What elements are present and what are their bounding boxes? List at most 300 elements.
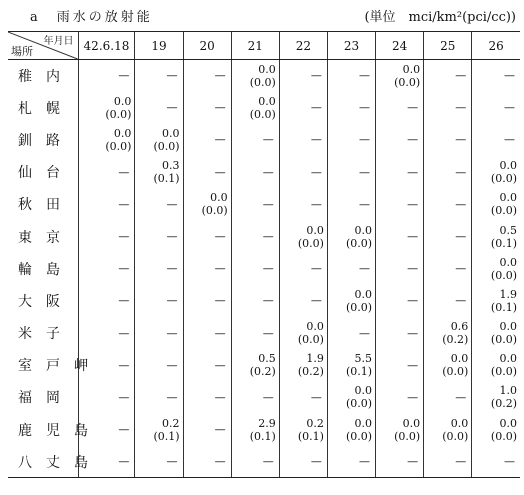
date-header: 20 (183, 32, 231, 60)
mci-value: 1.9 (499, 287, 517, 301)
no-data-dash: — (262, 165, 274, 179)
header (0, 0, 524, 30)
value-cell (183, 349, 231, 381)
pci-value: (0.0) (249, 107, 276, 121)
mci-value: 0.0 (450, 416, 469, 430)
mci-value: 0.0 (258, 62, 276, 76)
value-cell (472, 317, 520, 349)
value-cell (135, 349, 183, 381)
table-row (8, 381, 520, 413)
table-row (8, 414, 520, 446)
no-data-dash: — (214, 455, 226, 469)
no-data-dash: — (455, 455, 467, 469)
value-cell (135, 60, 183, 92)
radioactivity-table (8, 31, 520, 478)
value-cell (327, 156, 375, 188)
value-cell (472, 124, 520, 156)
no-data-dash: — (118, 326, 130, 340)
value-cell (327, 60, 375, 92)
value-cell (279, 285, 327, 317)
mci-value: 0.3 (162, 159, 180, 173)
no-data-dash: — (310, 262, 322, 276)
pci-value: (0.0) (105, 107, 132, 121)
pci-value: (0.0) (442, 365, 469, 379)
site-name: 八丈島 (8, 446, 78, 478)
no-data-dash: — (310, 294, 322, 308)
no-data-dash: — (214, 230, 226, 244)
pci-value: (0.0) (490, 204, 517, 218)
site-name: 室戸岬 (18, 358, 102, 375)
mci-value: 0.0 (499, 159, 517, 173)
no-data-dash: — (310, 197, 322, 211)
no-data-dash: — (455, 390, 467, 404)
no-data-dash: — (166, 230, 178, 244)
value-cell (231, 446, 279, 478)
no-data-dash: — (310, 133, 322, 147)
no-data-dash: — (118, 294, 130, 308)
value-cell (135, 381, 183, 413)
corner-date-label: 年月日 (43, 36, 74, 47)
table-row (8, 253, 520, 285)
no-data-dash: — (214, 423, 226, 437)
no-data-dash: — (262, 133, 274, 147)
no-data-dash: — (455, 69, 467, 83)
date-header: 42.6.18 (78, 32, 135, 60)
mci-value: 2.9 (258, 416, 276, 430)
mci-value: 0.0 (402, 416, 421, 430)
pci-value: (0.0) (297, 236, 324, 250)
pci-value: (0.1) (490, 300, 517, 314)
value-cell (231, 285, 279, 317)
value-cell (424, 124, 472, 156)
value-cell (472, 60, 520, 92)
no-data-dash: — (118, 230, 130, 244)
no-data-dash: — (262, 262, 274, 276)
value-cell (78, 381, 135, 413)
no-data-dash: — (214, 69, 226, 83)
pci-value: (0.1) (153, 429, 180, 443)
no-data-dash: — (214, 101, 226, 115)
date-header: 22 (279, 32, 327, 60)
no-data-dash: — (359, 262, 371, 276)
no-data-dash: — (262, 230, 274, 244)
value-cell (472, 156, 520, 188)
no-data-dash: — (214, 133, 226, 147)
value-cell (135, 317, 183, 349)
value-cell (135, 285, 183, 317)
no-data-dash: — (407, 230, 419, 244)
no-data-dash: — (214, 262, 226, 276)
value-cell (231, 60, 279, 92)
value-cell (472, 220, 520, 252)
value-cell (183, 156, 231, 188)
value-cell (279, 446, 327, 478)
mci-value: 1.9 (306, 352, 324, 366)
value-cell (135, 414, 183, 446)
no-data-dash: — (504, 101, 515, 115)
value-cell (135, 220, 183, 252)
value-cell (183, 381, 231, 413)
table-row (8, 124, 520, 156)
value-cell (327, 188, 375, 220)
value-cell (472, 446, 520, 478)
pci-value: (0.0) (345, 236, 373, 250)
no-data-dash: — (262, 455, 274, 469)
no-data-dash: — (166, 197, 178, 211)
date-header: 26 (472, 32, 520, 60)
date-header: 21 (231, 32, 279, 60)
value-cell (424, 188, 472, 220)
pci-value: (0.0) (345, 429, 373, 443)
no-data-dash: — (214, 358, 226, 372)
no-data-dash: — (455, 101, 467, 115)
value-cell (424, 253, 472, 285)
date-header: 25 (424, 32, 472, 60)
pci-value: (0.0) (345, 300, 373, 314)
value-cell (78, 317, 135, 349)
pci-value: (0.0) (490, 268, 517, 282)
table-row (8, 446, 520, 478)
date-header: 19 (135, 32, 183, 60)
mci-value: 0.0 (162, 126, 180, 140)
table-row (8, 60, 520, 92)
value-cell (78, 188, 135, 220)
value-cell (327, 124, 375, 156)
pci-value: (0.1) (153, 172, 180, 186)
value-cell (279, 156, 327, 188)
no-data-dash: — (407, 101, 419, 115)
value-cell (472, 381, 520, 413)
pci-value: (0.2) (297, 365, 324, 379)
mci-value: 0.0 (354, 384, 373, 398)
value-cell (183, 92, 231, 124)
value-cell (327, 92, 375, 124)
pci-value: (0.0) (297, 333, 324, 347)
no-data-dash: — (407, 326, 419, 340)
no-data-dash: — (407, 133, 419, 147)
mci-value: 0.0 (354, 287, 373, 301)
value-cell (78, 253, 135, 285)
value-cell (376, 381, 424, 413)
header-row (8, 32, 520, 60)
table-row (8, 317, 520, 349)
no-data-dash: — (407, 390, 419, 404)
no-data-dash: — (310, 69, 322, 83)
value-cell (424, 285, 472, 317)
mci-value: 0.2 (306, 416, 324, 430)
no-data-dash: — (118, 262, 130, 276)
value-cell (135, 446, 183, 478)
pci-value: (0.0) (490, 429, 517, 443)
no-data-dash: — (166, 358, 178, 372)
value-cell (78, 285, 135, 317)
value-cell (183, 317, 231, 349)
value-cell (472, 253, 520, 285)
no-data-dash: — (118, 358, 130, 372)
value-cell (327, 220, 375, 252)
no-data-dash: — (359, 197, 371, 211)
value-cell (183, 414, 231, 446)
site-name: 大阪 (18, 293, 74, 310)
value-cell (376, 285, 424, 317)
no-data-dash: — (359, 133, 371, 147)
value-cell (424, 220, 472, 252)
no-data-dash: — (359, 455, 371, 469)
mci-value: 0.0 (499, 416, 517, 430)
value-cell (279, 92, 327, 124)
no-data-dash: — (214, 390, 226, 404)
value-cell (327, 349, 375, 381)
value-cell (376, 414, 424, 446)
no-data-dash: — (118, 69, 130, 83)
no-data-dash: — (359, 165, 371, 179)
site-name: 輪島 (18, 261, 74, 278)
value-cell (424, 381, 472, 413)
value-cell (376, 317, 424, 349)
site-name: 秋田 (18, 197, 74, 214)
no-data-dash: — (504, 69, 515, 83)
table-row (8, 92, 520, 124)
site-name: 稚内 (18, 68, 74, 85)
no-data-dash: — (407, 294, 419, 308)
value-cell (376, 446, 424, 478)
pci-value: (0.0) (249, 75, 276, 89)
mci-value: 0.0 (258, 94, 276, 108)
value-cell (327, 253, 375, 285)
mci-value: 5.5 (354, 352, 373, 366)
value-cell (424, 156, 472, 188)
value-cell (135, 253, 183, 285)
no-data-dash: — (407, 197, 419, 211)
value-cell (376, 253, 424, 285)
no-data-dash: — (455, 197, 467, 211)
no-data-dash: — (262, 294, 274, 308)
value-cell (376, 60, 424, 92)
value-cell (279, 253, 327, 285)
value-cell (327, 381, 375, 413)
value-cell (327, 414, 375, 446)
value-cell (376, 188, 424, 220)
no-data-dash: — (455, 294, 467, 308)
mci-value: 0.0 (210, 191, 228, 205)
site-name: 東京 (18, 229, 74, 246)
value-cell (231, 381, 279, 413)
mci-value: 0.0 (499, 191, 517, 205)
mci-value: 0.5 (499, 223, 517, 237)
value-cell (376, 349, 424, 381)
no-data-dash: — (359, 69, 371, 83)
no-data-dash: — (118, 165, 130, 179)
mci-value: 0.2 (162, 416, 180, 430)
no-data-dash: — (262, 326, 274, 340)
pci-value: (0.2) (442, 333, 469, 347)
no-data-dash: — (359, 326, 371, 340)
value-cell (78, 92, 135, 124)
mci-value: 0.6 (450, 320, 469, 334)
value-cell (231, 349, 279, 381)
value-cell (472, 285, 520, 317)
no-data-dash: — (407, 165, 419, 179)
no-data-dash: — (504, 133, 515, 147)
pci-value: (0.1) (249, 429, 276, 443)
value-cell (376, 124, 424, 156)
no-data-dash: — (118, 455, 130, 469)
value-cell (279, 381, 327, 413)
pci-value: (0.0) (490, 333, 517, 347)
value-cell (472, 188, 520, 220)
value-cell (424, 446, 472, 478)
value-cell (78, 124, 135, 156)
site-name: 釧路 (18, 132, 74, 149)
pci-value: (0.0) (490, 172, 517, 186)
table-row (8, 156, 520, 188)
value-cell (279, 220, 327, 252)
no-data-dash: — (166, 262, 178, 276)
mci-value: 0.0 (450, 352, 469, 366)
site-name: 福岡 (18, 390, 74, 407)
corner-place-label: 場所 (11, 45, 33, 58)
value-cell (279, 317, 327, 349)
value-cell (183, 446, 231, 478)
value-cell (183, 220, 231, 252)
no-data-dash: — (407, 358, 419, 372)
value-cell (135, 92, 183, 124)
no-data-dash: — (166, 326, 178, 340)
value-cell (78, 156, 135, 188)
pci-value: (0.0) (153, 139, 180, 153)
value-cell (231, 188, 279, 220)
value-cell (376, 92, 424, 124)
no-data-dash: — (166, 101, 178, 115)
pci-value: (0.0) (442, 429, 469, 443)
no-data-dash: — (359, 101, 371, 115)
value-cell (183, 285, 231, 317)
table-row (8, 349, 520, 381)
pci-value: (0.0) (394, 75, 421, 89)
pci-value: (0.0) (105, 139, 132, 153)
no-data-dash: — (310, 101, 322, 115)
mci-value: 0.5 (258, 352, 276, 366)
table-row (8, 188, 520, 220)
no-data-dash: — (504, 455, 515, 469)
mci-value: 0.0 (499, 255, 517, 269)
site-name: 札幌 (18, 100, 74, 117)
value-cell (279, 188, 327, 220)
value-cell (231, 220, 279, 252)
value-cell (424, 349, 472, 381)
site-name: 仙台 (18, 165, 74, 182)
no-data-dash: — (455, 262, 467, 276)
mci-value: 0.0 (499, 352, 517, 366)
no-data-dash: — (310, 165, 322, 179)
no-data-dash: — (214, 294, 226, 308)
mci-value: 0.0 (113, 126, 132, 140)
pci-value: (0.2) (249, 365, 276, 379)
value-cell (279, 124, 327, 156)
value-cell (424, 60, 472, 92)
mci-value: 0.0 (354, 223, 373, 237)
mci-value: 0.0 (306, 320, 324, 334)
value-cell (376, 220, 424, 252)
no-data-dash: — (262, 197, 274, 211)
mci-value: 0.0 (113, 94, 132, 108)
value-cell (183, 188, 231, 220)
site-name: 鹿児島 (18, 422, 102, 439)
value-cell (279, 60, 327, 92)
date-header: 23 (327, 32, 375, 60)
value-cell (231, 124, 279, 156)
no-data-dash: — (118, 423, 130, 437)
no-data-dash: — (166, 69, 178, 83)
value-cell (78, 220, 135, 252)
no-data-dash: — (455, 230, 467, 244)
value-cell (424, 92, 472, 124)
mci-value: 0.0 (402, 62, 421, 76)
value-cell (327, 446, 375, 478)
value-cell (376, 156, 424, 188)
no-data-dash: — (214, 326, 226, 340)
value-cell (183, 124, 231, 156)
no-data-dash: — (407, 455, 419, 469)
no-data-dash: — (166, 390, 178, 404)
no-data-dash: — (455, 133, 467, 147)
pci-value: (0.0) (201, 204, 228, 218)
pci-value: (0.2) (490, 397, 517, 411)
value-cell (279, 349, 327, 381)
pci-value: (0.0) (394, 429, 421, 443)
value-cell (231, 317, 279, 349)
no-data-dash: — (262, 390, 274, 404)
value-cell (135, 188, 183, 220)
value-cell (135, 156, 183, 188)
value-cell (231, 253, 279, 285)
value-cell (424, 317, 472, 349)
value-cell (231, 92, 279, 124)
value-cell (231, 414, 279, 446)
no-data-dash: — (214, 165, 226, 179)
value-cell (327, 285, 375, 317)
table-body (8, 60, 520, 478)
value-cell (78, 60, 135, 92)
table-title: a 雨水の放射能 (30, 10, 153, 25)
no-data-dash: — (310, 455, 322, 469)
value-cell (135, 124, 183, 156)
mci-value: 0.0 (306, 223, 324, 237)
pci-value: (0.1) (345, 365, 373, 379)
no-data-dash: — (118, 197, 130, 211)
unit-label: (単位 mci/km²(pci/cc)) (364, 10, 516, 25)
value-cell (183, 253, 231, 285)
site-name: 米子 (18, 326, 74, 343)
pci-value: (0.0) (345, 397, 373, 411)
value-cell (327, 317, 375, 349)
pci-value: (0.0) (490, 365, 517, 379)
pci-value: (0.1) (490, 236, 517, 250)
table-row (8, 285, 520, 317)
mci-value: 0.0 (499, 320, 517, 334)
value-cell (472, 414, 520, 446)
value-cell (472, 92, 520, 124)
value-cell (279, 414, 327, 446)
pci-value: (0.1) (297, 429, 324, 443)
date-header: 24 (376, 32, 424, 60)
value-cell (183, 60, 231, 92)
value-cell (472, 349, 520, 381)
no-data-dash: — (166, 294, 178, 308)
value-cell (424, 414, 472, 446)
no-data-dash: — (455, 165, 467, 179)
table-row (8, 220, 520, 252)
